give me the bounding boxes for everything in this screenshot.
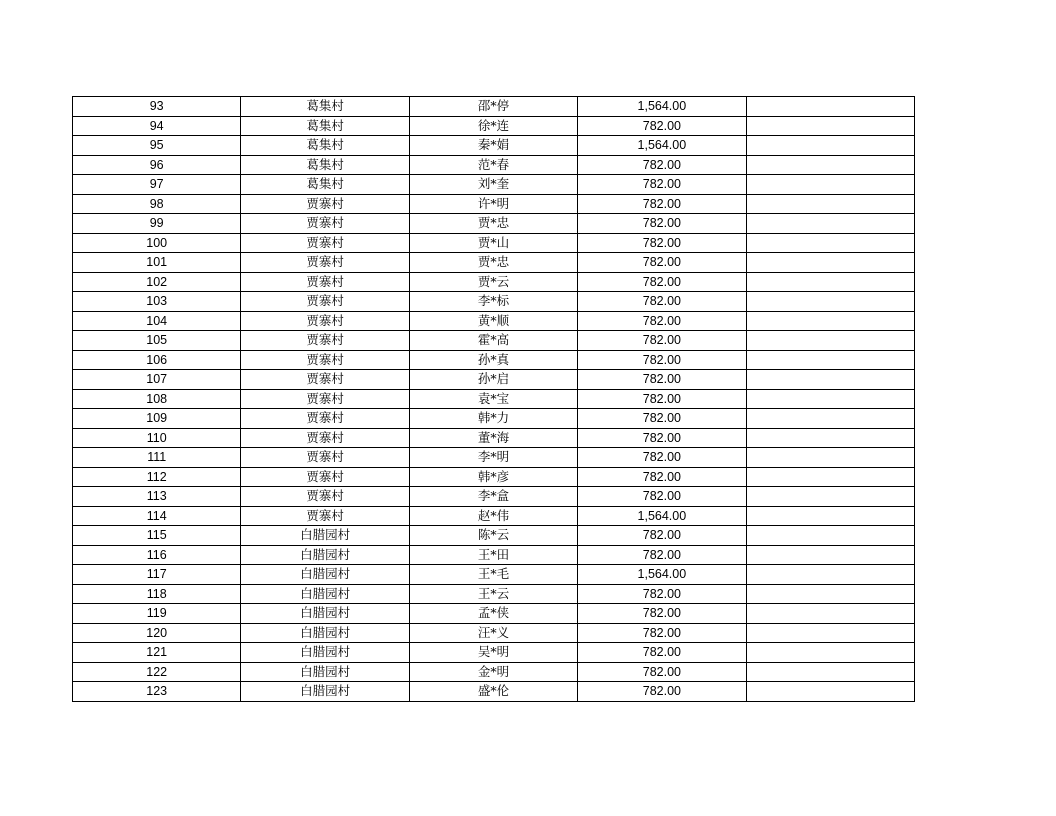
row-number-cell: 109 [73,409,241,429]
person-name-cell: 李*盒 [409,487,577,507]
row-number-cell: 100 [73,233,241,253]
row-number-cell: 96 [73,155,241,175]
person-name-cell: 刘*奎 [409,175,577,195]
note-cell [746,214,914,234]
village-cell: 贾寨村 [241,370,409,390]
row-number-cell: 94 [73,116,241,136]
table-row [73,194,915,214]
person-name-cell: 孟*侠 [409,604,577,624]
amount-cell: 1,564.00 [578,97,746,117]
person-name-cell: 霍*高 [409,331,577,351]
amount-cell: 782.00 [578,467,746,487]
table-row [73,428,915,448]
note-cell [746,331,914,351]
table-row [73,116,915,136]
note-cell [746,487,914,507]
village-cell: 白腊园村 [241,643,409,663]
note-cell [746,350,914,370]
village-cell: 贾寨村 [241,467,409,487]
table-row [73,272,915,292]
person-name-cell: 吴*明 [409,643,577,663]
table-row [73,565,915,585]
village-cell: 贾寨村 [241,292,409,312]
amount-cell: 782.00 [578,623,746,643]
person-name-cell: 李*标 [409,292,577,312]
note-cell [746,467,914,487]
amount-cell: 782.00 [578,526,746,546]
note-cell [746,253,914,273]
village-cell: 葛集村 [241,97,409,117]
person-name-cell: 赵*伟 [409,506,577,526]
table-row [73,370,915,390]
note-cell [746,136,914,156]
person-name-cell: 陈*云 [409,526,577,546]
table-row [73,409,915,429]
row-number-cell: 115 [73,526,241,546]
table-row [73,233,915,253]
person-name-cell: 韩*彦 [409,467,577,487]
note-cell [746,643,914,663]
village-cell: 白腊园村 [241,682,409,702]
note-cell [746,272,914,292]
person-name-cell: 袁*宝 [409,389,577,409]
village-cell: 白腊园村 [241,584,409,604]
row-number-cell: 111 [73,448,241,468]
table-row [73,682,915,702]
amount-cell: 782.00 [578,292,746,312]
note-cell [746,292,914,312]
person-name-cell: 黄*顺 [409,311,577,331]
note-cell [746,175,914,195]
amount-cell: 782.00 [578,350,746,370]
row-number-cell: 98 [73,194,241,214]
amount-cell: 1,564.00 [578,565,746,585]
person-name-cell: 盛*伦 [409,682,577,702]
note-cell [746,428,914,448]
table-row [73,623,915,643]
person-name-cell: 王*云 [409,584,577,604]
table-row [73,389,915,409]
row-number-cell: 99 [73,214,241,234]
note-cell [746,370,914,390]
table-row [73,292,915,312]
village-cell: 白腊园村 [241,604,409,624]
row-number-cell: 101 [73,253,241,273]
village-cell: 贾寨村 [241,272,409,292]
table-row [73,506,915,526]
row-number-cell: 102 [73,272,241,292]
note-cell [746,389,914,409]
row-number-cell: 122 [73,662,241,682]
person-name-cell: 董*海 [409,428,577,448]
person-name-cell: 孙*启 [409,370,577,390]
table-row [73,487,915,507]
village-cell: 贾寨村 [241,448,409,468]
note-cell [746,311,914,331]
row-number-cell: 116 [73,545,241,565]
note-cell [746,662,914,682]
village-cell: 贾寨村 [241,194,409,214]
amount-cell: 782.00 [578,643,746,663]
village-cell: 贾寨村 [241,487,409,507]
person-name-cell: 贾*云 [409,272,577,292]
person-name-cell: 李*明 [409,448,577,468]
amount-cell: 782.00 [578,155,746,175]
amount-cell: 782.00 [578,233,746,253]
note-cell [746,448,914,468]
amount-cell: 782.00 [578,682,746,702]
village-cell: 贾寨村 [241,389,409,409]
table-row [73,467,915,487]
table-row [73,526,915,546]
row-number-cell: 107 [73,370,241,390]
amount-cell: 1,564.00 [578,136,746,156]
village-cell: 葛集村 [241,136,409,156]
note-cell [746,116,914,136]
amount-cell: 782.00 [578,409,746,429]
amount-cell: 782.00 [578,545,746,565]
row-number-cell: 121 [73,643,241,663]
table-row [73,643,915,663]
table-row [73,311,915,331]
note-cell [746,409,914,429]
row-number-cell: 104 [73,311,241,331]
village-cell: 贾寨村 [241,311,409,331]
amount-cell: 782.00 [578,604,746,624]
row-number-cell: 93 [73,97,241,117]
row-number-cell: 118 [73,584,241,604]
person-name-cell: 许*明 [409,194,577,214]
note-cell [746,545,914,565]
village-cell: 白腊园村 [241,565,409,585]
village-cell: 贾寨村 [241,409,409,429]
table-row [73,97,915,117]
person-name-cell: 邵*停 [409,97,577,117]
village-cell: 白腊园村 [241,526,409,546]
village-cell: 贾寨村 [241,350,409,370]
amount-cell: 782.00 [578,662,746,682]
person-name-cell: 徐*连 [409,116,577,136]
table-row [73,584,915,604]
note-cell [746,526,914,546]
row-number-cell: 95 [73,136,241,156]
row-number-cell: 97 [73,175,241,195]
person-name-cell: 贾*忠 [409,253,577,273]
table-body [73,97,915,702]
row-number-cell: 110 [73,428,241,448]
person-name-cell: 秦*娟 [409,136,577,156]
table-row [73,214,915,234]
row-number-cell: 120 [73,623,241,643]
amount-cell: 782.00 [578,487,746,507]
table-row [73,545,915,565]
village-cell: 贾寨村 [241,331,409,351]
table-row [73,175,915,195]
row-number-cell: 119 [73,604,241,624]
amount-cell: 782.00 [578,331,746,351]
amount-cell: 782.00 [578,584,746,604]
village-cell: 白腊园村 [241,545,409,565]
table-row [73,662,915,682]
amount-cell: 1,564.00 [578,506,746,526]
note-cell [746,97,914,117]
village-cell: 葛集村 [241,116,409,136]
amount-cell: 782.00 [578,389,746,409]
person-name-cell: 贾*忠 [409,214,577,234]
village-cell: 贾寨村 [241,506,409,526]
row-number-cell: 114 [73,506,241,526]
note-cell [746,194,914,214]
village-cell: 贾寨村 [241,214,409,234]
person-name-cell: 范*春 [409,155,577,175]
person-name-cell: 金*明 [409,662,577,682]
person-name-cell: 王*毛 [409,565,577,585]
amount-cell: 782.00 [578,428,746,448]
person-name-cell: 王*田 [409,545,577,565]
village-cell: 葛集村 [241,175,409,195]
note-cell [746,584,914,604]
person-name-cell: 孙*真 [409,350,577,370]
table-row [73,136,915,156]
amount-cell: 782.00 [578,194,746,214]
row-number-cell: 103 [73,292,241,312]
person-name-cell: 汪*义 [409,623,577,643]
row-number-cell: 117 [73,565,241,585]
amount-cell: 782.00 [578,370,746,390]
village-cell: 白腊园村 [241,662,409,682]
person-name-cell: 贾*山 [409,233,577,253]
amount-cell: 782.00 [578,214,746,234]
row-number-cell: 112 [73,467,241,487]
amount-cell: 782.00 [578,116,746,136]
amount-cell: 782.00 [578,253,746,273]
village-cell: 葛集村 [241,155,409,175]
amount-cell: 782.00 [578,272,746,292]
table-row [73,350,915,370]
note-cell [746,233,914,253]
table-row [73,331,915,351]
village-cell: 白腊园村 [241,623,409,643]
amount-cell: 782.00 [578,311,746,331]
note-cell [746,565,914,585]
row-number-cell: 105 [73,331,241,351]
note-cell [746,682,914,702]
subsidy-table [72,96,915,702]
note-cell [746,506,914,526]
note-cell [746,155,914,175]
person-name-cell: 韩*力 [409,409,577,429]
table-row [73,253,915,273]
village-cell: 贾寨村 [241,428,409,448]
village-cell: 贾寨村 [241,233,409,253]
row-number-cell: 106 [73,350,241,370]
table-row [73,155,915,175]
amount-cell: 782.00 [578,448,746,468]
row-number-cell: 123 [73,682,241,702]
amount-cell: 782.00 [578,175,746,195]
row-number-cell: 113 [73,487,241,507]
note-cell [746,623,914,643]
village-cell: 贾寨村 [241,253,409,273]
table-row [73,448,915,468]
table-row [73,604,915,624]
row-number-cell: 108 [73,389,241,409]
note-cell [746,604,914,624]
